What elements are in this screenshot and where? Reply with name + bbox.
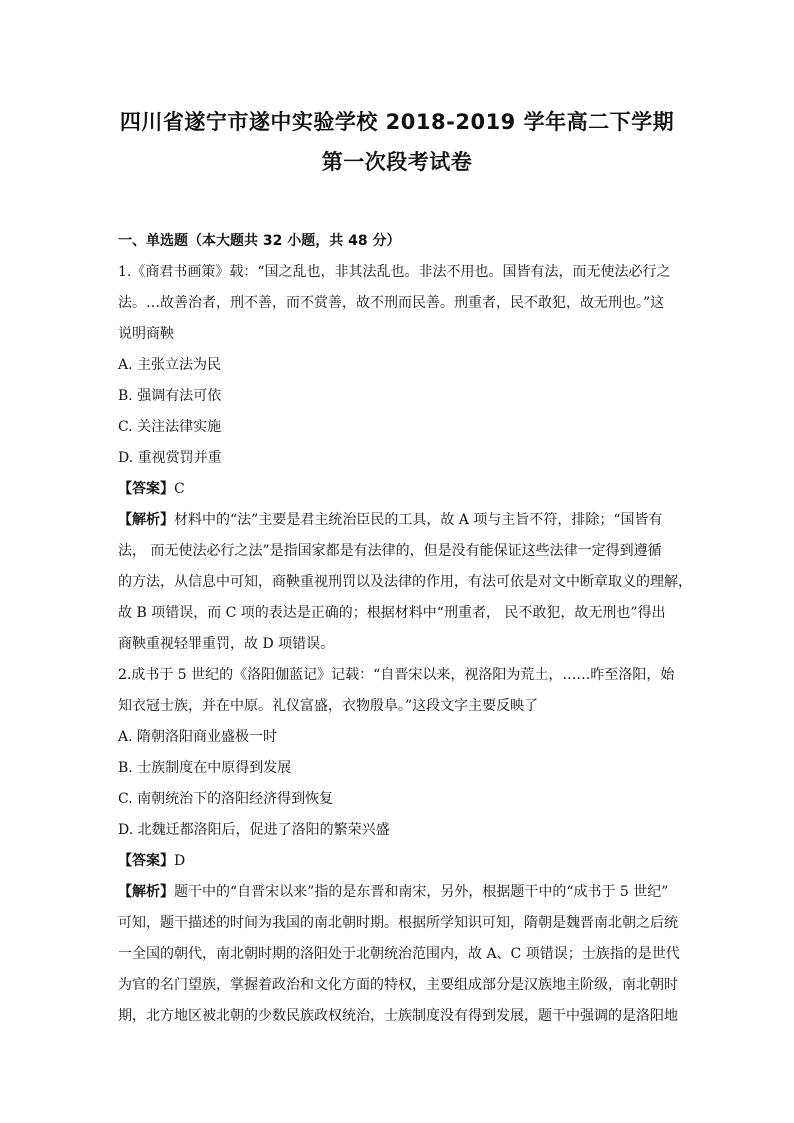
option-a: A. 主张立法为民 [118,357,222,373]
question-1 [118,257,692,660]
answer-line [118,846,678,877]
document-title: 四川省遂宁市遂中实验学校 2018-2019 学年高二下学期 [119,110,675,134]
question-stem-line: 1.《商君书画策》载：“国之乱也，非其法乱也。非法不用也。国皆有法，而无使法必行之 [118,264,671,280]
analysis-text: 材料中的“法”主要是君主统治臣民的工具，故 A 项与主旨不符，排除；“国皆有 [174,512,663,528]
answer-line [118,474,678,505]
analysis-line: 故 B 项错误，而 C 项的表达是正确的；根据材料中“刑重者， 民不敢犯，故无刑也”得出 [118,605,666,621]
analysis-text: 题干中的“自晋宋以来”指的是东晋和南宋，另外，根据题干中的“成书于 5 世纪” [174,884,669,900]
analysis-line: 一全国的朝代，南北朝时期的洛阳处于北朝统治范围内，故 A、C 项错误；士族指的是世代 [118,946,680,962]
analysis-line: 期，北方地区被北朝的少数民族政权统治，士族制度没有得到发展，题干中强调的是洛阳地 [118,1008,678,1024]
answer-tag: 【答案】 [118,481,174,497]
question-stem-line: 知衣冠士族，并在中原。礼仪富盛，衣物殷阜。”这段文字主要反映了 [118,698,539,714]
answer-value: D [174,853,186,869]
option-d: D. 重视赏罚并重 [118,450,222,466]
option-c: C. 关注法律实施 [118,419,222,435]
analysis-line: 可知，题干描述的时间为我国的南北朝时期。根据所学知识可知，隋朝是魏晋南北朝之后统 [118,915,678,931]
question-stem-line: 2.成书于 5 世纪的《洛阳伽蓝记》记载：“自晋宋以来，视洛阳为荒土，……昨至洛阳，始 [118,667,675,683]
analysis-line [118,505,678,536]
document-body [118,226,692,1032]
option-b: B. 士族制度在中原得到发展 [118,760,292,776]
option-b: B. 强调有法可依 [118,388,222,404]
analysis-line [118,877,678,908]
option-d: D. 北魏迁都洛阳后，促进了洛阳的繁荣兴盛 [118,822,390,838]
analysis-tag: 【解析】 [118,884,174,900]
answer-tag: 【答案】 [118,853,174,869]
analysis-line: 的方法，从信息中可知，商鞅重视刑罚以及法律的作用，有法可依是对文中断章取义的理解， [118,574,692,590]
option-a: A. 隋朝洛阳商业盛极一时 [118,729,278,745]
option-c: C. 南朝统治下的洛阳经济得到恢复 [118,791,334,807]
analysis-line: 商鞅重视轻罪重罚，故 D 项错误。 [118,636,335,652]
analysis-line: 法， 而无使法必行之法”是指国家都是有法律的，但是没有能保证这些法律一定得到遵循 [118,543,662,559]
answer-value: C [174,481,185,497]
section-heading: 一、单选题（本大题共 32 小题，共 48 分） [118,233,401,249]
document-subtitle: 第一次段考试卷 [321,150,473,174]
analysis-tag: 【解析】 [118,512,174,528]
question-2 [118,660,678,1032]
question-stem-line: 法。…故善治者，刑不善，而不赏善，故不刑而民善。刑重者，民不敢犯，故无刑也。”这 [118,295,665,311]
question-stem-line: 说明商鞅 [118,326,174,342]
analysis-line: 为官的名门望族，掌握着政治和文化方面的特权，主要组成部分是汉族地主阶级，南北朝时 [118,977,678,993]
